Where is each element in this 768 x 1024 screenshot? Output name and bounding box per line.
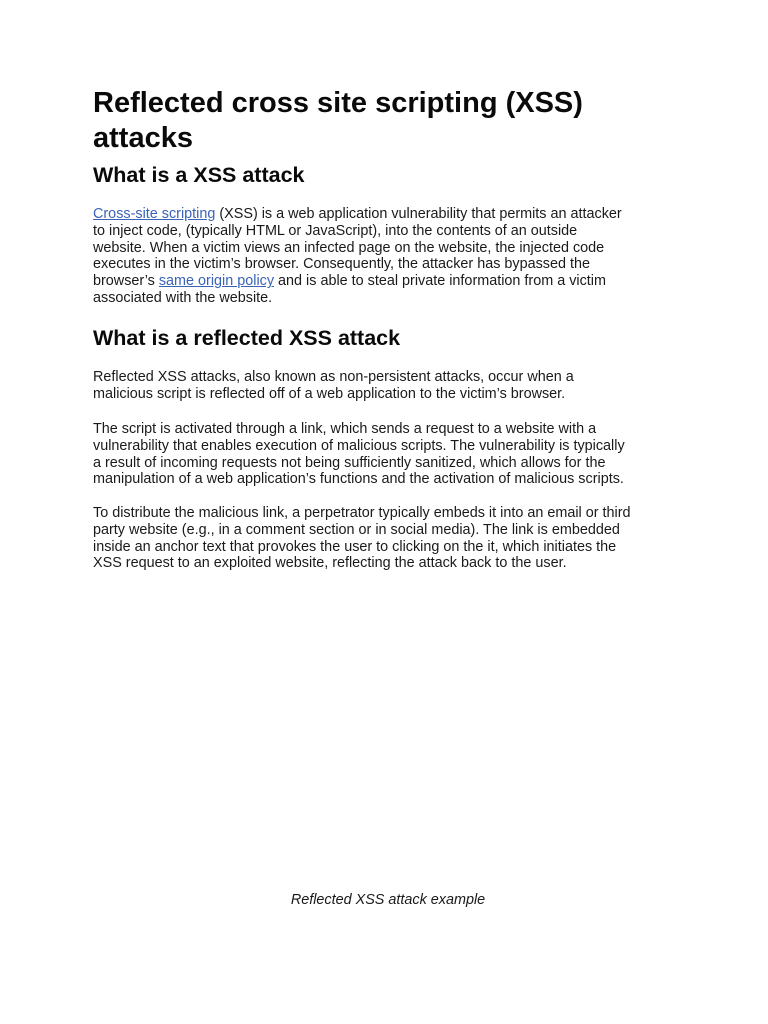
paragraph-distribution bbox=[93, 505, 683, 572]
text-line: executes in the victim’s browser. Consequently, the attacker has bypassed the bbox=[93, 256, 591, 273]
text-span: (XSS) is a web application vulnerability that permits an attacker bbox=[215, 206, 622, 222]
figure-caption: Reflected XSS attack example bbox=[290, 892, 486, 908]
text-line: The script is activated through a link, which sends a request to a website with a bbox=[93, 421, 597, 437]
text-line: vulnerability that enables execution of malicious scripts. The vulnerability is typically bbox=[93, 437, 625, 454]
text-line: To distribute the malicious link, a perpetrator typically embeds it into an email or third bbox=[93, 505, 631, 521]
text-line: inside an anchor text that provokes the user to clicking on the it, which initiates the bbox=[93, 538, 617, 555]
text-line: to inject code, (typically HTML or JavaScript), into the contents of an outside bbox=[93, 222, 578, 239]
section-heading-what-is-xss: What is a XSS attack bbox=[93, 163, 305, 187]
text-line: website. When a victim views an infected page on the website, the injected code bbox=[93, 239, 605, 256]
text-line: manipulation of a web application’s functions and the activation of malicious scripts. bbox=[93, 471, 624, 488]
paragraph-xss-definition bbox=[93, 206, 683, 307]
text-line bbox=[93, 206, 683, 223]
text-line: party website (e.g., in a comment section or in social media). The link is embedded bbox=[93, 521, 620, 538]
text-line: a result of incoming requests not being sufficiently sanitized, which allows for the bbox=[93, 454, 606, 471]
link-same-origin-policy[interactable]: same origin policy bbox=[158, 273, 275, 290]
page-title-line-1: Reflected cross site scripting (XSS) bbox=[93, 87, 583, 119]
link-cross-site-scripting[interactable]: Cross-site scripting bbox=[93, 206, 216, 222]
section-heading-reflected-xss: What is a reflected XSS attack bbox=[93, 326, 401, 350]
figure-placeholder bbox=[93, 590, 683, 880]
paragraph-script-activation bbox=[93, 421, 683, 488]
text-span: and is able to steal private information from a victim bbox=[274, 273, 606, 290]
text-line bbox=[93, 273, 683, 290]
text-line: Reflected XSS attacks, also known as non-persistent attacks, occur when a bbox=[93, 369, 574, 385]
page-title bbox=[93, 86, 683, 156]
paragraph-reflected-definition bbox=[93, 369, 683, 403]
page-title-line-2: attacks bbox=[93, 122, 193, 154]
text-line: associated with the website. bbox=[93, 289, 273, 306]
text-line: XSS request to an exploited website, reflecting the attack back to the user. bbox=[93, 555, 567, 572]
text-line: malicious script is reflected off of a web application to the victim’s browser. bbox=[93, 385, 566, 402]
text-span: browser’s bbox=[93, 273, 159, 290]
